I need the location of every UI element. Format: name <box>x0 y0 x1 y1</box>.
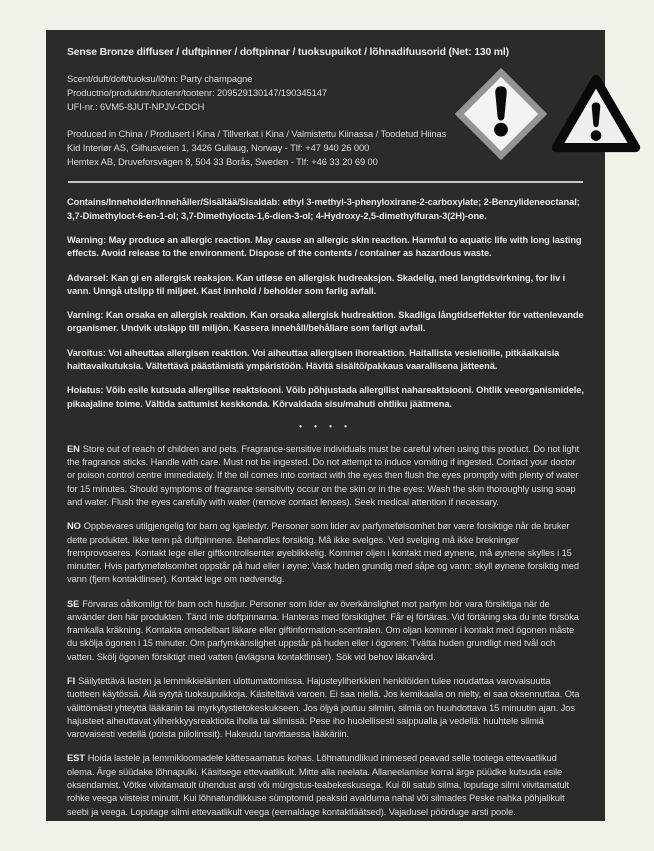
contains-statement: Contains/Inneholder/Innehåller/Sisältää/Sisaldab: ethyl 3-methyl-3-phenyloxirane-2-carboxylate; 2-Benzylideneoctanal; 3,7-Dimethyloct-6-en-1-ol; 3,7-Dimethylocta-1,6-dien-3-ol; 4-Hydroxy-2,5-dimethylfuran-3(2H)-one. <box>67 197 580 221</box>
usage-paragraph-no <box>67 520 584 586</box>
product-meta-block <box>67 72 455 114</box>
language-code-en: EN <box>67 443 80 454</box>
header-text-block <box>67 47 509 168</box>
language-code-est: EST <box>67 753 85 764</box>
product-label <box>46 30 605 821</box>
warning-triangle-icon <box>550 72 642 155</box>
label-header <box>67 47 584 168</box>
warning-statement-fi: Varoitus: Voi aiheuttaa allergisen reaktion. Voi aiheuttaa allergisen ihoreaktion. Haitallista vesieliöille, pitkäaikaisia haittavaikutuksia. Vältettävä päästämistä ympäristöön. Hävitä sisältö/pakkaus vaarallisena jätteenä. <box>67 347 560 371</box>
producer-block <box>67 127 455 169</box>
usage-text-en: Store out of reach of children and pets. Fragrance-sensitive individuals must be careful when using this product. Do not light the fragrance sticks. Handle with care. Must not be ingested. Do not attempt to induce vomiting if ingested. Contact your doctor or poison control centre immediately. If the oil comes into contact with the eyes then flush the eyes promptly with plenty of water for 15 minutes. Should symptoms of fragrance sensitivity occur on the skin or in the eyes: Wash the skin thoroughly using soap and water. Flush the eyes carefully with water (remove contact lenses). Seek medical attention if necessary. <box>67 443 580 507</box>
usage-text-se: Förvaras oåtkomligt för barn och husdjur. Personer som lider av överkänslighet mot parfym bör vara försiktiga när de använder den här produkten. Tänd inte doftpinnarna. Hanteras med försiktighet. Får ej förtäras. Vid förtäring ska du inte försöka framkalla kräkning. Kontakta omedelbart läkare eller giftinformation-scentralen. Om oljan kommer i kontakt med ögonen måste du skölja ögonen i 15 minuter. Om parfymkänslighet uppstår på huden eller i ögonen: Tvätta huden grundligt med tvål och vatten. Skölj ögonen försiktigt med vatten (avlägsna kontaktlinser). Sök vid behov läkarvård. <box>67 598 579 662</box>
language-code-fi: FI <box>67 676 76 687</box>
ufi-line: UFI-nr.: 6VM5-8JUT-NPJV-CDCH <box>67 100 205 112</box>
language-code-se: SE <box>67 598 80 609</box>
hazard-pictograms <box>455 59 642 168</box>
header-divider <box>68 181 583 183</box>
usage-paragraph-est <box>67 752 584 818</box>
warning-statement-en: Warning: May produce an allergic reaction. May cause an allergic skin reaction. Harmful to aquatic life with long lasting effects. Avoid release to the environment. Dispose of the contents / container as hazardous waste. <box>67 235 582 259</box>
address-line-sweden: Hemtex AB, Druveforsvägen 8, 504 33 Borås, Sweden - Tlf: +46 33 20 69 00 <box>67 155 378 167</box>
produced-in-line: Produced in China / Produsert i Kina / Tillverkat i Kina / Valmistettu Kiinassa / Toodetud Hiinas <box>67 127 447 139</box>
warning-statement-est: Hoiatus: Võib esile kutsuda allergilise reaktsiooni. Võib põhjustada allergilist nahareaktsiooni. Ohtlik veeorganismidele, pikaajaline toime. Vältida sattumist keskkonda. Kõrvaldada sisu/mahuti ohtliku jäätmena. <box>67 385 584 409</box>
warning-statement-se: Varning: Kan orsaka en allergisk reaktion. Kan orsaka allergisk hudreaktion. Skadliga långtidseffekter för vattenlevande organismer. Undvik utsläpp till miljön. Kassera innehåll/behållare som farligt avfall. <box>67 310 584 334</box>
usage-paragraph-se <box>67 598 584 664</box>
usage-paragraph-en <box>67 443 584 509</box>
usage-text-est: Hoida lastele ja lemmikloomadele kättesaamatus kohas. Lõhnatundlikud inimesed peavad selle tootega ettevaatlikud olema. Ärge süüdake lõhnapulki. Käsitsege ettevaatlikult. Mitte alla neelata. Allaneelamise korral ärge püüdke kutsuda esile oksendamist. Võtke viivitamatult ühendust arsti või mürgistus-teabekeskusega. Kui õli satub silma, loputage silmi viivitamatult rohke veega viisteist minutit. Kui lõhnatundlikkuse sümptomid peaksid avalduma nahal või silmades Peske nahka põhjalikult seebi ja veega. Loputage silmi ettevaatlikult veega (eemaldage kontaktläätsed). Vajadusel pöörduge arsti poole. <box>67 753 569 817</box>
address-line-norway: Kid Interiør AS, Gilhusveien 1, 3426 Gullaug, Norway - Tlf: +47 940 26 000 <box>67 141 370 153</box>
dots-separator: • • • • <box>299 421 352 431</box>
usage-text-no: Oppbevares utilgjengelig for barn og kjæledyr. Personer som lider av parfymefølsomhet bør være forsiktige når de bruker dette produktet. Ikke tenn på duftpinnene. Behandles forsiktig. Må ikke svelges. Ved svelging må ikke brekninger fremprovoseres. Kontakt lege eller giftkontrollsenter øyeblikkelig. Kommer oljen i kontakt med øynene, må øynene skylles i 15 minutter. Hvis parfymefølsomhet oppstår på hud eller i øyne: Vask huden grundig med såpe og vann: skyll øynene forsiktig med vann (fjern kontaktlinser). Kontakt lege om nødvendig. <box>67 521 579 585</box>
product-number-line: Productno/produktnr/tuotenr/tootenr: 209529130147/190345147 <box>67 86 327 98</box>
product-title: Sense Bronze diffuser / duftpinner / doftpinnar / tuoksupuikot / lõhnadifuusorid (Net: 130 ml) <box>67 47 509 58</box>
usage-text-fi: Säilytettävä lasten ja lemmikkieläinten ulottumattomissa. Hajusteyliherkkien henkilöiden tulee noudattaa varovaisuutta tuotteen käytössä. Älä sytytä tuoksupuikkoja. Käsiteltävä varoen. Ei saa niellä. Jos kemikaalia on nielty, ei saa oksennuttaa. Ota välittömästi yhteyttä lääkäriin tai myrkytystietokeskukseen. Jos öljyä joutuu silmiin, silmiä on huuhdottava 15 minuutin ajan. Jos hajusteet aiheuttavat yliherkkyysreaktioita iholla tai silmissä: Pese iho huolellisesti saippualla ja vedellä: huuhtele silmiä varovaisesti vedellä (poista piilolinssit). Hakeudu tarvittaessa lääkäriin. <box>67 676 580 740</box>
language-code-no: NO <box>67 521 81 532</box>
usage-paragraph-fi <box>67 675 584 741</box>
scent-line: Scent/duft/doft/tuoksu/lõhn: Party champagne <box>67 73 253 84</box>
warning-statement-no: Advarsel: Kan gi en allergisk reaksjon. Kan utløse en allergisk hudreaksjon. Skadelig, med langtidsvirkning, for liv i vann. Unngå utslipp til miljøet. Kast innhold / beholder som farlig avfall. <box>67 272 566 296</box>
exclamation-diamond-icon <box>455 68 547 160</box>
